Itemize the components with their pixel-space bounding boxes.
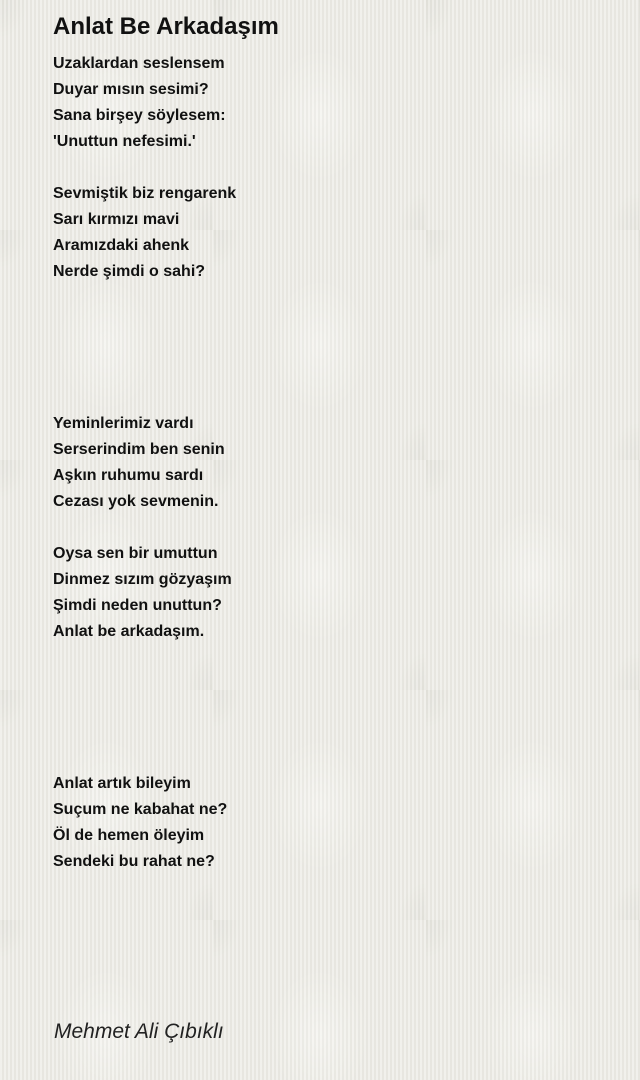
poem-line: Nerde şimdi o sahi? (53, 263, 206, 280)
stanza (53, 181, 236, 285)
poem-line: Serserindim ben senin (53, 441, 225, 458)
poem-line: Şimdi neden unuttun? (53, 597, 222, 614)
poem-line: Öl de hemen öleyim (53, 827, 205, 844)
poem-line: Aşkın ruhumu sardı (53, 467, 204, 484)
poem-line: Sevmiştik biz rengarenk (53, 185, 237, 202)
stanza (53, 51, 226, 155)
poem-line: Oysa sen bir umuttun (53, 545, 218, 562)
poem-line: Sendeki bu rahat ne? (53, 853, 215, 870)
poem-line: 'Unuttun nefesimi.' (53, 133, 196, 150)
stanza (53, 541, 232, 645)
poem-line: Aramızdaki ahenk (53, 237, 190, 254)
poem-line: Uzaklardan seslensem (53, 55, 225, 72)
poem-line: Duyar mısın sesimi? (53, 81, 209, 98)
poem-line: Suçum ne kabahat ne? (53, 801, 228, 818)
poem-line: Yeminlerimiz vardı (53, 415, 194, 432)
poem-line: Cezası yok sevmenin. (53, 493, 219, 510)
stanza (53, 411, 225, 515)
poem-line: Sana birşey söylesem: (53, 107, 226, 124)
poem-author: Mehmet Ali Çıbıklı (54, 1020, 224, 1043)
poem-line: Dinmez sızım gözyaşım (53, 571, 232, 588)
stanza (53, 771, 227, 875)
poem-line: Anlat artık bileyim (53, 775, 191, 792)
poem-line: Sarı kırmızı mavi (53, 211, 180, 228)
poem-title: Anlat Be Arkadaşım (53, 13, 279, 40)
poem-line: Anlat be arkadaşım. (53, 623, 205, 640)
